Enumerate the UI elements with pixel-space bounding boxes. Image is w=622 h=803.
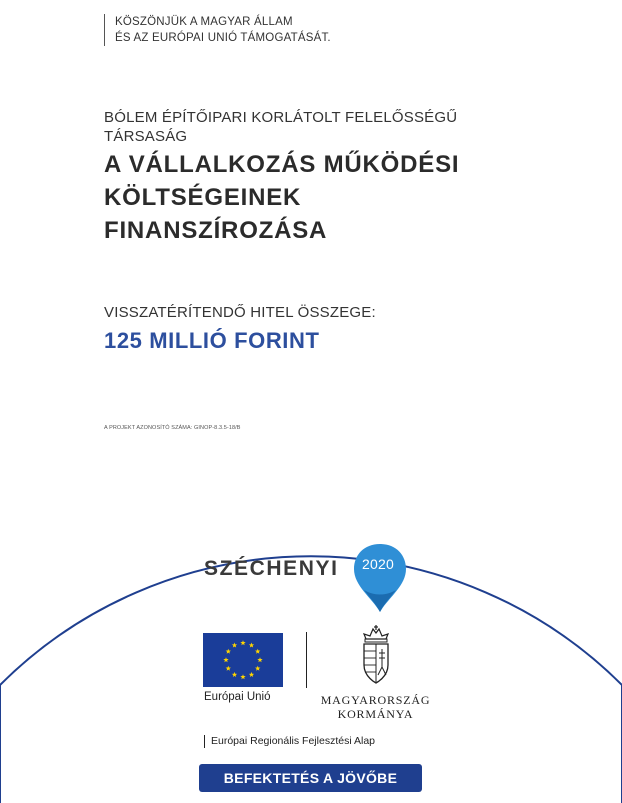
loan-amount-label: VISSZATÉRÍTENDŐ HITEL ÖSSZEGE:	[104, 304, 376, 321]
government-label-line-2: KORMÁNYA	[337, 707, 414, 721]
logo-divider	[306, 632, 307, 688]
szechenyi-wordmark: SZÉCHENYI	[204, 557, 339, 580]
government-label-line-1: MAGYARORSZÁG	[320, 693, 431, 707]
location-pin-icon	[350, 542, 410, 614]
acknowledgement-line-1: KÖSZÖNJÜK A MAGYAR ÁLLAM	[115, 16, 293, 28]
szechenyi-year: 2020	[362, 556, 394, 572]
project-title: A VÁLLALKOZÁS MŰKÖDÉSI KÖLTSÉGEINEK FINANSZÍROZÁSA	[104, 151, 460, 244]
invest-in-future-banner: BEFEKTETÉS A JÖVŐBE	[199, 764, 422, 792]
loan-amount-value: 125 MILLIÓ FORINT	[104, 328, 320, 353]
eu-label: Európai Unió	[204, 691, 271, 703]
acknowledgement-line-2: ÉS AZ EURÓPAI UNIÓ TÁMOGATÁSÁT.	[115, 32, 331, 44]
decorative-arc	[0, 510, 622, 803]
acknowledgement	[104, 14, 331, 46]
eu-flag-icon	[203, 633, 283, 687]
hungarian-coat-of-arms-icon	[357, 625, 395, 687]
beneficiary-company: BÓLEM ÉPÍTŐIPARI KORLÁTOLT FELELŐSSÉGŰ TÁRSASÁG	[104, 109, 458, 145]
fund-name: Európai Regionális Fejlesztési Alap	[204, 735, 375, 748]
project-id: A PROJEKT AZONOSÍTÓ SZÁMA: GINOP-8.3.5-18/B	[104, 425, 241, 431]
